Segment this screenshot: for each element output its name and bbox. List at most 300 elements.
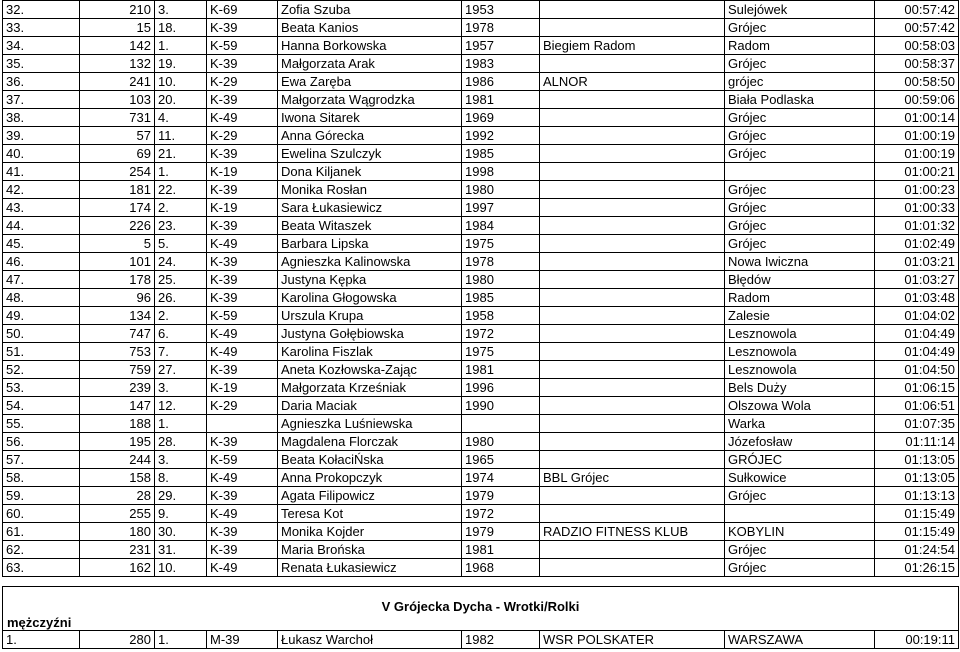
cell-club: [540, 235, 725, 253]
cell-name: Iwona Sitarek: [278, 109, 462, 127]
cell-place: 1.: [3, 631, 80, 649]
cell-club: [540, 343, 725, 361]
cell-town: Grójec: [725, 541, 875, 559]
cell-bib: 57: [80, 127, 155, 145]
cell-name: Beata Kanios: [278, 19, 462, 37]
cell-name: Zofia Szuba: [278, 1, 462, 19]
cell-club: [540, 127, 725, 145]
cell-place: 40.: [3, 145, 80, 163]
cell-year: 1975: [462, 235, 540, 253]
cell-year: 1975: [462, 343, 540, 361]
cell-name: Daria Maciak: [278, 397, 462, 415]
cell-place: 54.: [3, 397, 80, 415]
cell-year: 1979: [462, 487, 540, 505]
cell-place: 47.: [3, 271, 80, 289]
cell-place: 49.: [3, 307, 80, 325]
cell-place: 34.: [3, 37, 80, 55]
cell-club: [540, 163, 725, 181]
cell-name: Beata KołaciŃska: [278, 451, 462, 469]
table-row: [3, 541, 959, 559]
cell-time: 01:00:19: [875, 127, 959, 145]
cell-bib: 103: [80, 91, 155, 109]
cell-year: 1978: [462, 253, 540, 271]
cell-category-place: 4.: [155, 109, 207, 127]
cell-club: ALNOR: [540, 73, 725, 91]
cell-town: Grójec: [725, 487, 875, 505]
cell-time: 00:59:06: [875, 91, 959, 109]
cell-category: K-39: [207, 541, 278, 559]
cell-town: Radom: [725, 37, 875, 55]
table-row: [3, 199, 959, 217]
cell-category-place: 12.: [155, 397, 207, 415]
cell-bib: 188: [80, 415, 155, 433]
cell-year: 1969: [462, 109, 540, 127]
cell-place: 45.: [3, 235, 80, 253]
cell-time: 01:26:15: [875, 559, 959, 577]
cell-category-place: 3.: [155, 1, 207, 19]
cell-time: 01:00:14: [875, 109, 959, 127]
cell-town: Sułkowice: [725, 469, 875, 487]
cell-bib: 69: [80, 145, 155, 163]
cell-time: 01:04:50: [875, 361, 959, 379]
cell-category-place: 21.: [155, 145, 207, 163]
men-results-body: [3, 631, 959, 649]
cell-bib: 241: [80, 73, 155, 91]
cell-place: 60.: [3, 505, 80, 523]
cell-place: 61.: [3, 523, 80, 541]
cell-bib: 239: [80, 379, 155, 397]
table-row: [3, 307, 959, 325]
cell-time: 01:06:15: [875, 379, 959, 397]
cell-club: [540, 253, 725, 271]
cell-category: K-39: [207, 91, 278, 109]
cell-category: K-59: [207, 37, 278, 55]
table-row: [3, 19, 959, 37]
table-row: [3, 631, 959, 649]
cell-time: 01:15:49: [875, 523, 959, 541]
cell-town: Lesznowola: [725, 361, 875, 379]
cell-club: [540, 415, 725, 433]
cell-place: 38.: [3, 109, 80, 127]
cell-category: M-39: [207, 631, 278, 649]
table-row: [3, 361, 959, 379]
cell-category: K-19: [207, 379, 278, 397]
cell-name: Małgorzata Arak: [278, 55, 462, 73]
table-row: [3, 271, 959, 289]
cell-club: Biegiem Radom: [540, 37, 725, 55]
cell-bib: 134: [80, 307, 155, 325]
cell-category: K-39: [207, 271, 278, 289]
cell-category-place: 7.: [155, 343, 207, 361]
cell-category: K-49: [207, 235, 278, 253]
cell-club: [540, 433, 725, 451]
cell-time: 00:58:37: [875, 55, 959, 73]
cell-year: 1990: [462, 397, 540, 415]
cell-name: Łukasz Warchoł: [278, 631, 462, 649]
cell-bib: 174: [80, 199, 155, 217]
cell-bib: 244: [80, 451, 155, 469]
cell-category: K-39: [207, 523, 278, 541]
cell-category: K-29: [207, 73, 278, 91]
cell-category: K-49: [207, 469, 278, 487]
section-header: [2, 586, 959, 630]
cell-category: K-49: [207, 325, 278, 343]
cell-time: 01:03:21: [875, 253, 959, 271]
cell-year: 1996: [462, 379, 540, 397]
cell-town: Grójec: [725, 55, 875, 73]
cell-category-place: 30.: [155, 523, 207, 541]
cell-town: grójec: [725, 73, 875, 91]
cell-time: 01:01:32: [875, 217, 959, 235]
cell-club: RADZIO FITNESS KLUB: [540, 523, 725, 541]
cell-bib: 158: [80, 469, 155, 487]
cell-club: [540, 379, 725, 397]
table-row: [3, 469, 959, 487]
cell-bib: 28: [80, 487, 155, 505]
cell-year: 1980: [462, 433, 540, 451]
cell-category-place: 20.: [155, 91, 207, 109]
cell-town: Grójec: [725, 127, 875, 145]
cell-category: K-39: [207, 181, 278, 199]
cell-category-place: 19.: [155, 55, 207, 73]
table-row: [3, 145, 959, 163]
cell-town: Grójec: [725, 181, 875, 199]
cell-category-place: 1.: [155, 163, 207, 181]
cell-category: [207, 415, 278, 433]
cell-year: [462, 415, 540, 433]
cell-category-place: 2.: [155, 307, 207, 325]
cell-club: [540, 559, 725, 577]
cell-club: [540, 217, 725, 235]
cell-club: WSR POLSKATER: [540, 631, 725, 649]
cell-category-place: 8.: [155, 469, 207, 487]
women-results-body: [3, 1, 959, 577]
women-results-table: [2, 0, 959, 577]
cell-town: KOBYLIN: [725, 523, 875, 541]
cell-time: 01:13:05: [875, 469, 959, 487]
cell-year: 1979: [462, 523, 540, 541]
cell-bib: 101: [80, 253, 155, 271]
cell-name: Monika Kojder: [278, 523, 462, 541]
cell-place: 55.: [3, 415, 80, 433]
cell-place: 32.: [3, 1, 80, 19]
cell-category: K-39: [207, 145, 278, 163]
table-row: [3, 487, 959, 505]
cell-category-place: 27.: [155, 361, 207, 379]
cell-year: 1980: [462, 271, 540, 289]
cell-town: Grójec: [725, 199, 875, 217]
table-row: [3, 523, 959, 541]
cell-bib: 178: [80, 271, 155, 289]
cell-place: 42.: [3, 181, 80, 199]
cell-year: 1965: [462, 451, 540, 469]
cell-club: [540, 487, 725, 505]
cell-category: K-49: [207, 109, 278, 127]
cell-town: Biała Podlaska: [725, 91, 875, 109]
cell-time: 00:58:03: [875, 37, 959, 55]
cell-category: K-49: [207, 505, 278, 523]
cell-place: 52.: [3, 361, 80, 379]
cell-name: Agnieszka Kalinowska: [278, 253, 462, 271]
cell-bib: 280: [80, 631, 155, 649]
cell-town: Radom: [725, 289, 875, 307]
table-row: [3, 37, 959, 55]
cell-category-place: 29.: [155, 487, 207, 505]
cell-club: [540, 451, 725, 469]
cell-place: 59.: [3, 487, 80, 505]
cell-town: Lesznowola: [725, 325, 875, 343]
cell-year: 1968: [462, 559, 540, 577]
cell-club: [540, 181, 725, 199]
cell-year: 1985: [462, 145, 540, 163]
cell-name: Teresa Kot: [278, 505, 462, 523]
table-row: [3, 109, 959, 127]
cell-category-place: 3.: [155, 451, 207, 469]
cell-club: [540, 307, 725, 325]
cell-year: 1978: [462, 19, 540, 37]
cell-category-place: 1.: [155, 631, 207, 649]
cell-category-place: 23.: [155, 217, 207, 235]
cell-club: [540, 361, 725, 379]
cell-place: 41.: [3, 163, 80, 181]
cell-year: 1981: [462, 91, 540, 109]
cell-town: Grójec: [725, 559, 875, 577]
cell-name: Barbara Lipska: [278, 235, 462, 253]
cell-year: 1997: [462, 199, 540, 217]
cell-town: Nowa Iwiczna: [725, 253, 875, 271]
cell-place: 35.: [3, 55, 80, 73]
cell-place: 51.: [3, 343, 80, 361]
table-row: [3, 289, 959, 307]
cell-bib: 142: [80, 37, 155, 55]
cell-bib: 254: [80, 163, 155, 181]
cell-place: 37.: [3, 91, 80, 109]
table-row: [3, 379, 959, 397]
cell-category-place: 3.: [155, 379, 207, 397]
cell-bib: 255: [80, 505, 155, 523]
cell-town: Grójec: [725, 145, 875, 163]
cell-town: Błędów: [725, 271, 875, 289]
cell-club: BBL Grójec: [540, 469, 725, 487]
cell-bib: 162: [80, 559, 155, 577]
cell-town: Lesznowola: [725, 343, 875, 361]
cell-name: Aneta Kozłowska-Zając: [278, 361, 462, 379]
cell-place: 50.: [3, 325, 80, 343]
cell-club: [540, 145, 725, 163]
cell-place: 43.: [3, 199, 80, 217]
cell-bib: 147: [80, 397, 155, 415]
cell-name: Małgorzata Krześniak: [278, 379, 462, 397]
cell-name: Justyna Gołębiowska: [278, 325, 462, 343]
cell-category: K-49: [207, 343, 278, 361]
cell-category: K-29: [207, 127, 278, 145]
cell-town: Sulejówek: [725, 1, 875, 19]
race-title: V Grójecka Dycha - Wrotki/Rolki: [381, 599, 580, 614]
cell-club: [540, 325, 725, 343]
cell-time: 01:03:27: [875, 271, 959, 289]
table-row: [3, 343, 959, 361]
cell-name: Agata Filipowicz: [278, 487, 462, 505]
cell-time: 01:02:49: [875, 235, 959, 253]
cell-bib: 731: [80, 109, 155, 127]
cell-name: Maria Brońska: [278, 541, 462, 559]
cell-time: 01:06:51: [875, 397, 959, 415]
cell-club: [540, 505, 725, 523]
cell-name: Justyna Kępka: [278, 271, 462, 289]
table-row: [3, 1, 959, 19]
cell-category: K-19: [207, 163, 278, 181]
table-row: [3, 253, 959, 271]
cell-club: [540, 55, 725, 73]
cell-category: K-69: [207, 1, 278, 19]
cell-year: 1981: [462, 541, 540, 559]
cell-name: Karolina Fiszlak: [278, 343, 462, 361]
cell-category: K-49: [207, 559, 278, 577]
cell-bib: 210: [80, 1, 155, 19]
cell-name: Anna Prokopczyk: [278, 469, 462, 487]
cell-name: Urszula Krupa: [278, 307, 462, 325]
table-row: [3, 451, 959, 469]
cell-town: Bels Duży: [725, 379, 875, 397]
cell-category: K-39: [207, 217, 278, 235]
cell-time: 01:03:48: [875, 289, 959, 307]
cell-category: K-39: [207, 433, 278, 451]
cell-category-place: 6.: [155, 325, 207, 343]
cell-place: 53.: [3, 379, 80, 397]
cell-bib: 181: [80, 181, 155, 199]
cell-town: Grójec: [725, 217, 875, 235]
table-row: [3, 433, 959, 451]
cell-category: K-19: [207, 199, 278, 217]
cell-club: [540, 1, 725, 19]
cell-category: K-39: [207, 289, 278, 307]
cell-time: 01:00:33: [875, 199, 959, 217]
cell-place: 36.: [3, 73, 80, 91]
cell-category-place: 5.: [155, 235, 207, 253]
cell-category-place: 10.: [155, 559, 207, 577]
cell-bib: 195: [80, 433, 155, 451]
cell-category: K-29: [207, 397, 278, 415]
cell-category-place: 1.: [155, 415, 207, 433]
cell-time: 01:00:23: [875, 181, 959, 199]
table-row: [3, 73, 959, 91]
cell-place: 46.: [3, 253, 80, 271]
cell-time: 00:19:11: [875, 631, 959, 649]
cell-name: Ewa Zaręba: [278, 73, 462, 91]
cell-club: [540, 541, 725, 559]
table-row: [3, 235, 959, 253]
cell-time: 01:13:13: [875, 487, 959, 505]
table-row: [3, 91, 959, 109]
men-results-table: [2, 630, 959, 649]
cell-place: 63.: [3, 559, 80, 577]
cell-town: Grójec: [725, 19, 875, 37]
cell-town: [725, 505, 875, 523]
cell-category: K-39: [207, 19, 278, 37]
cell-category: K-39: [207, 55, 278, 73]
table-row: [3, 415, 959, 433]
cell-town: Warka: [725, 415, 875, 433]
cell-place: 48.: [3, 289, 80, 307]
cell-category-place: 28.: [155, 433, 207, 451]
cell-bib: 15: [80, 19, 155, 37]
table-row: [3, 397, 959, 415]
cell-bib: 96: [80, 289, 155, 307]
cell-name: Renata Łukasiewicz: [278, 559, 462, 577]
cell-place: 33.: [3, 19, 80, 37]
cell-year: 1992: [462, 127, 540, 145]
cell-category: K-39: [207, 487, 278, 505]
cell-name: Dona Kiljanek: [278, 163, 462, 181]
cell-year: 1953: [462, 1, 540, 19]
table-row: [3, 127, 959, 145]
cell-category-place: 31.: [155, 541, 207, 559]
cell-name: Magdalena Florczak: [278, 433, 462, 451]
cell-town: GRÓJEC: [725, 451, 875, 469]
cell-year: 1974: [462, 469, 540, 487]
table-row: [3, 559, 959, 577]
cell-time: 01:11:14: [875, 433, 959, 451]
cell-category-place: 11.: [155, 127, 207, 145]
cell-town: [725, 163, 875, 181]
cell-bib: 759: [80, 361, 155, 379]
cell-time: 00:58:50: [875, 73, 959, 91]
cell-time: 01:04:49: [875, 325, 959, 343]
cell-year: 1985: [462, 289, 540, 307]
cell-club: [540, 199, 725, 217]
cell-club: [540, 271, 725, 289]
cell-year: 1958: [462, 307, 540, 325]
cell-time: 00:57:42: [875, 1, 959, 19]
cell-category: K-59: [207, 451, 278, 469]
section-label-men: mężczyźni: [7, 615, 72, 630]
table-row: [3, 55, 959, 73]
cell-year: 1957: [462, 37, 540, 55]
cell-name: Anna Górecka: [278, 127, 462, 145]
cell-place: 57.: [3, 451, 80, 469]
cell-name: Hanna Borkowska: [278, 37, 462, 55]
table-row: [3, 325, 959, 343]
cell-category-place: 1.: [155, 37, 207, 55]
cell-town: Józefosław: [725, 433, 875, 451]
cell-time: 01:04:02: [875, 307, 959, 325]
cell-time: 01:00:21: [875, 163, 959, 181]
cell-club: [540, 397, 725, 415]
cell-year: 1981: [462, 361, 540, 379]
cell-year: 1998: [462, 163, 540, 181]
cell-town: Grójec: [725, 109, 875, 127]
cell-club: [540, 91, 725, 109]
cell-club: [540, 109, 725, 127]
cell-town: Olszowa Wola: [725, 397, 875, 415]
cell-club: [540, 289, 725, 307]
cell-name: Karolina Głogowska: [278, 289, 462, 307]
cell-category-place: 9.: [155, 505, 207, 523]
cell-year: 1980: [462, 181, 540, 199]
cell-category: K-39: [207, 253, 278, 271]
cell-town: Grójec: [725, 235, 875, 253]
table-row: [3, 163, 959, 181]
cell-name: Małgorzata Wągrodzka: [278, 91, 462, 109]
cell-year: 1983: [462, 55, 540, 73]
cell-place: 58.: [3, 469, 80, 487]
cell-category-place: 25.: [155, 271, 207, 289]
cell-time: 01:24:54: [875, 541, 959, 559]
cell-category-place: 22.: [155, 181, 207, 199]
table-row: [3, 181, 959, 199]
cell-category: K-39: [207, 361, 278, 379]
cell-time: 01:07:35: [875, 415, 959, 433]
